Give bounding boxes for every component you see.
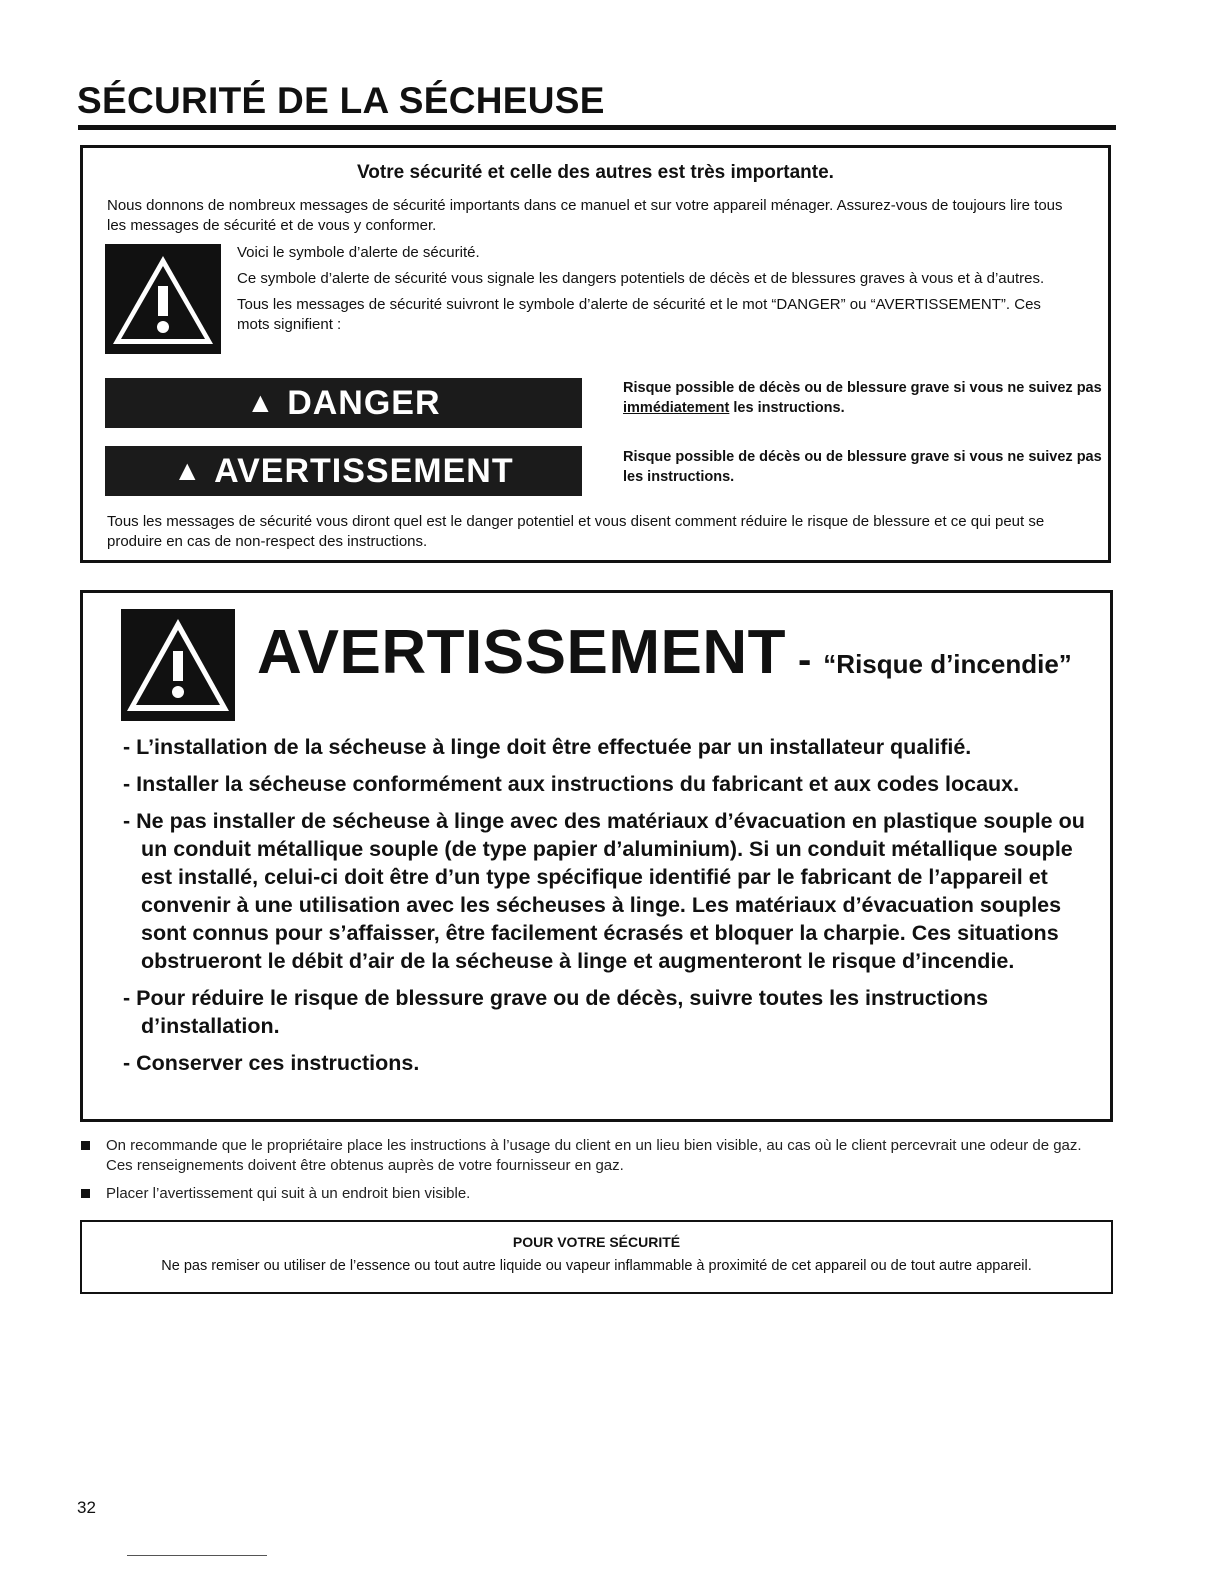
title-rule: [78, 125, 1116, 130]
list-item: On recommande que le propriétaire place les instructions à l’usage du client en un lieu bien visible, au cas où le client percevrait une odeur de gaz. Ces renseignements doivent être obtenus auprès de votre fournisseur en gaz.: [106, 1136, 1106, 1176]
safety-heading: Votre sécurité et celle des autres est très importante.: [357, 162, 834, 183]
alert-line: Tous les messages de sécurité suivront le symbole d’alerte de sécurité et le mot “DANGER” ou “AVERTISSEMENT”. Ces mots signifient :: [237, 296, 1041, 333]
page-title: SÉCURITÉ DE LA SÉCHEUSE: [77, 80, 605, 121]
securite-title: POUR VOTRE SÉCURITÉ: [512, 1234, 681, 1250]
safety-alert-icon: [121, 609, 235, 721]
fire-warning-list: [123, 733, 1090, 1086]
warning-description: Risque possible de décès ou de blessure grave si vous ne suivez pas les instructions.: [623, 449, 1102, 485]
notes-list: [106, 1136, 1106, 1212]
list-item: Placer l’avertissement qui suit à un endroit bien visible.: [106, 1184, 1106, 1204]
safety-alert-icon: [105, 244, 221, 354]
warning-label: AVERTISSEMENT: [214, 451, 514, 490]
danger-emphasis: immédiatement: [623, 400, 730, 416]
list-item: - Installer la sécheuse conformément aux instructions du fabricant et aux codes locaux.: [123, 770, 1090, 798]
safety-intro: Nous donnons de nombreux messages de sécurité importants dans ce manuel et sur votre appareil ménager. Assurez-vous de toujours lire tous les messages de sécurité et de vous y conformer.: [107, 197, 1063, 234]
list-item: - L’installation de la sécheuse à linge doit être effectuée par un installateur qualifié.: [123, 733, 1090, 761]
square-bullet-icon: [81, 1189, 90, 1198]
page-number: 32: [77, 1498, 96, 1517]
securite-text: Ne pas remiser ou utiliser de l’essence ou tout autre liquide ou vapeur inflammable à proximité de cet appareil ou de tout autre appareil.: [161, 1258, 1032, 1274]
fire-warning-title: AVERTISSEMENT - “Risque d’incendie”: [257, 618, 1072, 687]
warning-triangle-icon: ▲: [173, 455, 203, 486]
alert-line: Ce symbole d’alerte de sécurité vous signale les dangers potentiels de décès et de blessures graves à vous et à d’autres.: [237, 270, 1045, 287]
list-item: - Conserver ces instructions.: [123, 1049, 1090, 1077]
list-item: - Ne pas installer de sécheuse à linge avec des matériaux d’évacuation en plastique souple ou un conduit métallique souple (de type papier d’aluminium). Si un conduit métallique souple est installé, celui-ci doit être d’un type spécifique identifié par le fabricant de l’appareil et convenir à une utilisation avec les sécheuses à linge. Les matériaux d’évacuation souples sont connus pour s’affaisser, être facilement écrasés et bloquer la charpie. Ces situations obstrueront le débit d’air de la sécheuse à linge et augmenteront le risque d’incendie.: [123, 807, 1090, 975]
danger-description: Risque possible de décès ou de blessure grave si vous ne suivez pas immédiatement les instructions.: [623, 380, 1102, 416]
list-item: - Pour réduire le risque de blessure grave ou de décès, suivre toutes les instructions d’installation.: [123, 984, 1090, 1040]
fire-warning-subtitle: “Risque d’incendie”: [823, 649, 1072, 679]
square-bullet-icon: [81, 1141, 90, 1150]
danger-label: DANGER: [287, 383, 441, 422]
alert-symbol-text: [237, 243, 1068, 341]
footer-rule: [127, 1555, 267, 1556]
fire-warning-box: [80, 590, 1113, 1122]
safety-outro: Tous les messages de sécurité vous diront quel est le danger potentiel et vous disent comment réduire le risque de blessure et ce qui peut se produire en cas de non-respect des instructions.: [107, 513, 1045, 550]
pour-votre-securite-box: [80, 1220, 1113, 1294]
danger-signal-bar: [105, 378, 582, 428]
warning-triangle-icon: ▲: [246, 387, 276, 418]
safety-info-box: [80, 145, 1111, 563]
alert-line: Voici le symbole d’alerte de sécurité.: [237, 244, 480, 261]
warning-signal-bar: [105, 446, 582, 496]
